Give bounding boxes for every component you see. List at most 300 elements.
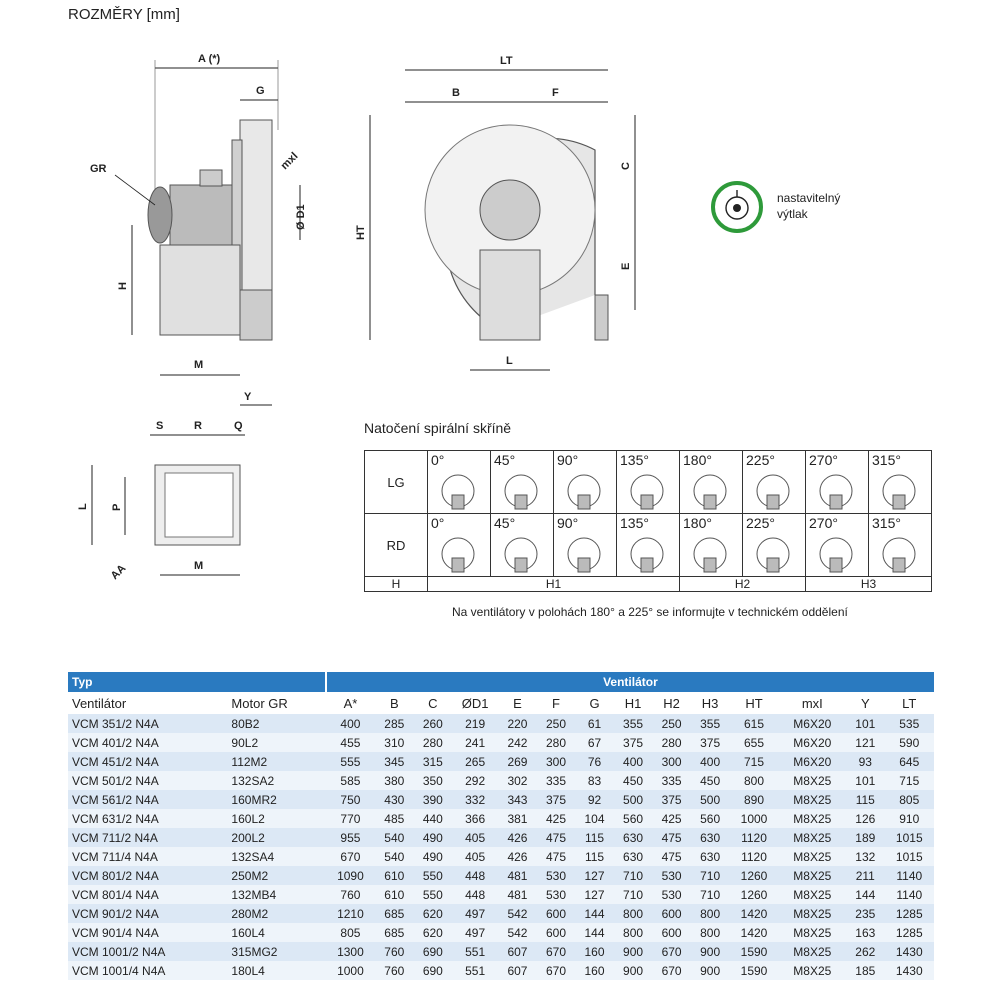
table-cell: 366 <box>452 809 498 828</box>
volute-icon <box>434 465 484 511</box>
table-cell: M8X25 <box>779 866 846 885</box>
table-cell: 530 <box>652 866 691 885</box>
column-header: G <box>589 695 600 711</box>
table-cell: 800 <box>691 904 730 923</box>
table-cell: 610 <box>375 866 414 885</box>
table-cell: 450 <box>691 771 730 790</box>
table-row <box>68 961 934 980</box>
table-cell: 900 <box>691 961 730 980</box>
table-cell: 112M2 <box>227 752 325 771</box>
rotation-lg-180: 180° <box>680 451 743 514</box>
table-cell: VCM 801/4 N4A <box>68 885 227 904</box>
table-cell: 335 <box>652 771 691 790</box>
table-cell: 800 <box>729 771 778 790</box>
table-cell: 315 <box>414 752 453 771</box>
table-cell: M8X25 <box>779 809 846 828</box>
dim-p-label: P <box>111 503 123 511</box>
rotation-lg-90: 90° <box>554 451 617 514</box>
dim-l-label: L <box>506 355 513 367</box>
table-cell: 1120 <box>729 847 778 866</box>
table-cell: 670 <box>537 961 576 980</box>
rotation-row-lg <box>365 451 932 514</box>
table-cell: 655 <box>729 733 778 752</box>
dim-lt-label: LT <box>500 55 513 67</box>
table-cell: 375 <box>537 790 576 809</box>
table-cell: 485 <box>375 809 414 828</box>
table-cell: 220 <box>498 714 537 733</box>
table-cell: 400 <box>326 714 375 733</box>
dim-y-label: Y <box>244 391 252 403</box>
rotation-lg-270: 270° <box>806 451 869 514</box>
table-cell: 630 <box>691 828 730 847</box>
table-cell: 1015 <box>885 828 934 847</box>
column-header: E <box>513 695 522 711</box>
table-cell: 685 <box>375 904 414 923</box>
column-header: HT <box>745 695 763 711</box>
rotation-rd-label: RD <box>365 514 428 577</box>
table-cell: 101 <box>846 771 885 790</box>
rotation-row-rd <box>365 514 932 577</box>
table-row <box>68 714 934 733</box>
table-cell: 1285 <box>885 904 934 923</box>
table-cell: VCM 801/2 N4A <box>68 866 227 885</box>
table-cell: VCM 451/2 N4A <box>68 752 227 771</box>
volute-icon <box>749 528 799 574</box>
rotation-rd-225: 225° <box>743 514 806 577</box>
table-cell: 242 <box>498 733 537 752</box>
table-cell: 955 <box>326 828 375 847</box>
table-cell: 132MB4 <box>227 885 325 904</box>
table-cell: M8X25 <box>779 847 846 866</box>
table-cell: 600 <box>652 923 691 942</box>
rotation-group-h2: H2 <box>680 577 806 592</box>
table-cell: 160MR2 <box>227 790 325 809</box>
table-cell: 530 <box>537 866 576 885</box>
table-cell: M6X20 <box>779 714 846 733</box>
table-cell: 1420 <box>729 923 778 942</box>
table-cell: 1015 <box>885 847 934 866</box>
table-cell: 300 <box>652 752 691 771</box>
table-cell: 160 <box>575 961 614 980</box>
table-row <box>68 885 934 904</box>
rotation-rd-315: 315° <box>869 514 932 577</box>
table-cell: 610 <box>375 885 414 904</box>
table-cell: 90L2 <box>227 733 325 752</box>
volute-icon <box>434 528 484 574</box>
table-row <box>68 923 934 942</box>
table-body <box>68 714 934 980</box>
table-cell: 890 <box>729 790 778 809</box>
table-cell: VCM 1001/4 N4A <box>68 961 227 980</box>
dim-m2-label: M <box>194 560 204 572</box>
table-cell: 80B2 <box>227 714 325 733</box>
table-cell: M8X25 <box>779 885 846 904</box>
table-cell: 144 <box>575 923 614 942</box>
table-cell: 1590 <box>729 942 778 961</box>
table-cell: VCM 401/2 N4A <box>68 733 227 752</box>
table-cell: 600 <box>652 904 691 923</box>
table-cell: 500 <box>691 790 730 809</box>
table-cell: 405 <box>452 828 498 847</box>
table-cell: VCM 561/2 N4A <box>68 790 227 809</box>
table-cell: 475 <box>652 847 691 866</box>
table-cell: 607 <box>498 961 537 980</box>
column-header: H1 <box>624 695 642 711</box>
volute-icon <box>812 465 862 511</box>
rotation-h-label: H <box>365 577 428 592</box>
table-cell: 425 <box>537 809 576 828</box>
table-cell: 500 <box>614 790 653 809</box>
dim-mxl-label: mxl <box>278 150 301 173</box>
table-cell: 690 <box>414 942 453 961</box>
dim-q-label: Q <box>234 420 243 432</box>
table-cell: 375 <box>652 790 691 809</box>
rotation-rd-270: 270° <box>806 514 869 577</box>
rotation-lg-0: 0° <box>428 451 491 514</box>
table-cell: 630 <box>614 847 653 866</box>
table-cell: VCM 901/2 N4A <box>68 904 227 923</box>
table-cell: VCM 631/2 N4A <box>68 809 227 828</box>
table-cell: 542 <box>498 923 537 942</box>
table-cell: 375 <box>614 733 653 752</box>
table-cell: 750 <box>326 790 375 809</box>
table-cell: 115 <box>575 847 614 866</box>
table-cell: 490 <box>414 828 453 847</box>
table-cell: 440 <box>414 809 453 828</box>
table-cell: 475 <box>652 828 691 847</box>
table-cell: 250 <box>537 714 576 733</box>
table-cell: 530 <box>652 885 691 904</box>
volute-icon <box>875 528 925 574</box>
table-cell: 551 <box>452 961 498 980</box>
dimensions-table <box>68 672 934 980</box>
table-cell: 550 <box>414 885 453 904</box>
table-cell: 690 <box>414 961 453 980</box>
table-cell: 497 <box>452 904 498 923</box>
table-cell: 475 <box>537 847 576 866</box>
table-cell: 1430 <box>885 961 934 980</box>
table-cell: 490 <box>414 847 453 866</box>
table-row <box>68 809 934 828</box>
dim-r-label: R <box>194 420 202 432</box>
table-cell: 670 <box>537 942 576 961</box>
table-cell: M8X25 <box>779 828 846 847</box>
rotation-lg-label: LG <box>365 451 428 514</box>
table-cell: 448 <box>452 885 498 904</box>
table-cell: 540 <box>375 828 414 847</box>
table-cell: 540 <box>375 847 414 866</box>
table-cell: 127 <box>575 866 614 885</box>
table-cell: 343 <box>498 790 537 809</box>
table-row <box>68 866 934 885</box>
table-cell: 542 <box>498 904 537 923</box>
table-cell: VCM 711/2 N4A <box>68 828 227 847</box>
table-cell: 160L2 <box>227 809 325 828</box>
table-cell: 805 <box>885 790 934 809</box>
table-cell: 551 <box>452 942 498 961</box>
table-cell: 180L4 <box>227 961 325 980</box>
dim-aa-label: AA <box>108 562 129 583</box>
table-cell: 1000 <box>729 809 778 828</box>
rotation-rd-180: 180° <box>680 514 743 577</box>
dim-g-label: G <box>256 85 265 97</box>
table-cell: 425 <box>652 809 691 828</box>
table-cell: 300 <box>537 752 576 771</box>
table-row <box>68 904 934 923</box>
table-cell: 585 <box>326 771 375 790</box>
table-cell: VCM 1001/2 N4A <box>68 942 227 961</box>
table-cell: M8X25 <box>779 904 846 923</box>
table-cell: 315MG2 <box>227 942 325 961</box>
table-cell: 1090 <box>326 866 375 885</box>
table-cell: 285 <box>375 714 414 733</box>
table-cell: 1210 <box>326 904 375 923</box>
table-cell: 805 <box>326 923 375 942</box>
table-cell: 560 <box>691 809 730 828</box>
table-column-headers <box>68 692 934 714</box>
rotation-rd-90: 90° <box>554 514 617 577</box>
table-cell: VCM 351/2 N4A <box>68 714 227 733</box>
table-row <box>68 942 934 961</box>
volute-icon <box>497 465 547 511</box>
table-cell: 332 <box>452 790 498 809</box>
rotation-rd-45: 45° <box>491 514 554 577</box>
column-header: A* <box>343 695 358 711</box>
table-cell: 189 <box>846 828 885 847</box>
table-cell: 530 <box>537 885 576 904</box>
column-header: C <box>428 695 438 711</box>
table-cell: 250 <box>652 714 691 733</box>
volute-icon <box>497 528 547 574</box>
table-cell: 426 <box>498 847 537 866</box>
table-cell: 481 <box>498 866 537 885</box>
table-cell: 760 <box>326 885 375 904</box>
table-cell: 126 <box>846 809 885 828</box>
column-header: mxI <box>801 695 823 711</box>
table-cell: 555 <box>326 752 375 771</box>
table-cell: 185 <box>846 961 885 980</box>
adjustable-line2: výtlak <box>777 207 808 221</box>
volute-icon <box>812 528 862 574</box>
rotation-group-h1: H1 <box>428 577 680 592</box>
dim-gr-label: GR <box>90 163 107 175</box>
table-cell: 630 <box>691 847 730 866</box>
rotation-lg-45: 45° <box>491 451 554 514</box>
table-cell: 115 <box>846 790 885 809</box>
column-header: F <box>552 695 560 711</box>
dim-h-label: H <box>117 282 129 290</box>
table-cell: 1420 <box>729 904 778 923</box>
table-cell: 302 <box>498 771 537 790</box>
rotation-lg-225: 225° <box>743 451 806 514</box>
column-header: Y <box>860 695 870 711</box>
table-cell: 715 <box>885 771 934 790</box>
table-cell: 430 <box>375 790 414 809</box>
rotation-rd-135: 135° <box>617 514 680 577</box>
table-cell: 426 <box>498 828 537 847</box>
table-cell: 76 <box>575 752 614 771</box>
table-cell: 455 <box>326 733 375 752</box>
rotation-table <box>364 450 932 592</box>
table-cell: 280 <box>652 733 691 752</box>
table-band-row <box>68 672 934 692</box>
table-cell: 127 <box>575 885 614 904</box>
rotation-group-h3: H3 <box>806 577 932 592</box>
volute-icon <box>560 528 610 574</box>
dim-a-label: A (*) <box>198 53 221 65</box>
table-cell: 350 <box>414 771 453 790</box>
table-cell: 475 <box>537 828 576 847</box>
table-cell: 163 <box>846 923 885 942</box>
dim-s-label: S <box>156 420 164 432</box>
rotation-lg-315: 315° <box>869 451 932 514</box>
table-cell: 405 <box>452 847 498 866</box>
table-row <box>68 752 934 771</box>
side-view-drawing <box>60 40 340 410</box>
table-cell: 1140 <box>885 866 934 885</box>
table-cell: 620 <box>414 904 453 923</box>
table-cell: 400 <box>691 752 730 771</box>
table-cell: 121 <box>846 733 885 752</box>
column-header: ØD1 <box>461 695 489 711</box>
table-cell: VCM 501/2 N4A <box>68 771 227 790</box>
dim-c-label: C <box>620 162 632 170</box>
front-view-drawing <box>350 40 660 385</box>
table-cell: 355 <box>691 714 730 733</box>
column-header: Motor GR <box>231 695 288 711</box>
table-cell: 615 <box>729 714 778 733</box>
table-cell: M8X25 <box>779 961 846 980</box>
column-header: B <box>389 695 399 711</box>
table-cell: 670 <box>652 961 691 980</box>
volute-icon <box>749 465 799 511</box>
column-header: H3 <box>701 695 719 711</box>
table-cell: 1300 <box>326 942 375 961</box>
volute-icon <box>686 528 736 574</box>
dim-e-label: E <box>620 262 632 270</box>
table-cell: 241 <box>452 733 498 752</box>
table-row <box>68 790 934 809</box>
rotation-lg-135: 135° <box>617 451 680 514</box>
table-row <box>68 847 934 866</box>
table-cell: 144 <box>846 885 885 904</box>
table-cell: 448 <box>452 866 498 885</box>
table-cell: 1260 <box>729 866 778 885</box>
table-cell: 67 <box>575 733 614 752</box>
table-cell: 670 <box>326 847 375 866</box>
table-cell: 200L2 <box>227 828 325 847</box>
table-cell: 280 <box>414 733 453 752</box>
adjustable-outlet-label <box>777 190 840 222</box>
table-cell: 600 <box>537 904 576 923</box>
table-cell: 390 <box>414 790 453 809</box>
table-cell: 620 <box>414 923 453 942</box>
table-cell: 1140 <box>885 885 934 904</box>
table-cell: 550 <box>414 866 453 885</box>
table-cell: 800 <box>691 923 730 942</box>
table-cell: VCM 901/4 N4A <box>68 923 227 942</box>
table-cell: 144 <box>575 904 614 923</box>
table-cell: 381 <box>498 809 537 828</box>
volute-icon <box>623 528 673 574</box>
table-cell: 607 <box>498 942 537 961</box>
table-cell: 115 <box>575 828 614 847</box>
dim-l2-label: L <box>77 503 89 510</box>
column-header: Ventilátor <box>72 695 127 711</box>
table-cell: 132 <box>846 847 885 866</box>
table-cell: 481 <box>498 885 537 904</box>
table-cell: 900 <box>614 961 653 980</box>
table-cell: 265 <box>452 752 498 771</box>
band-fan: Ventilátor <box>326 672 934 692</box>
table-cell: M8X25 <box>779 790 846 809</box>
table-cell: 260 <box>414 714 453 733</box>
volute-icon <box>686 465 736 511</box>
table-cell: 262 <box>846 942 885 961</box>
rotation-rd-0: 0° <box>428 514 491 577</box>
table-cell: 280M2 <box>227 904 325 923</box>
dim-ht-label: HT <box>355 225 367 240</box>
table-cell: 760 <box>375 942 414 961</box>
table-cell: 280 <box>537 733 576 752</box>
table-cell: 715 <box>729 752 778 771</box>
table-cell: 535 <box>885 714 934 733</box>
table-cell: 219 <box>452 714 498 733</box>
table-cell: 235 <box>846 904 885 923</box>
table-cell: 292 <box>452 771 498 790</box>
table-cell: 380 <box>375 771 414 790</box>
table-cell: M6X20 <box>779 733 846 752</box>
table-cell: 160L4 <box>227 923 325 942</box>
table-cell: 900 <box>614 942 653 961</box>
table-row <box>68 733 934 752</box>
table-cell: 250M2 <box>227 866 325 885</box>
table-cell: 1430 <box>885 942 934 961</box>
table-cell: 1285 <box>885 923 934 942</box>
table-row <box>68 771 934 790</box>
table-cell: 345 <box>375 752 414 771</box>
table-cell: 710 <box>691 866 730 885</box>
rotation-row-h <box>365 577 932 592</box>
table-cell: 93 <box>846 752 885 771</box>
table-cell: 310 <box>375 733 414 752</box>
table-cell: M8X25 <box>779 942 846 961</box>
adjustable-line1: nastavitelný <box>777 191 841 205</box>
table-cell: 685 <box>375 923 414 942</box>
page-title: ROZMĚRY [mm] <box>68 6 180 23</box>
table-cell: 710 <box>614 866 653 885</box>
table-cell: 770 <box>326 809 375 828</box>
table-cell: 400 <box>614 752 653 771</box>
table-cell: 645 <box>885 752 934 771</box>
table-row <box>68 828 934 847</box>
table-cell: 670 <box>652 942 691 961</box>
volute-icon <box>875 465 925 511</box>
table-cell: 83 <box>575 771 614 790</box>
table-cell: 1590 <box>729 961 778 980</box>
table-cell: 710 <box>691 885 730 904</box>
table-cell: 335 <box>537 771 576 790</box>
table-cell: 132SA4 <box>227 847 325 866</box>
table-cell: 375 <box>691 733 730 752</box>
table-cell: VCM 711/4 N4A <box>68 847 227 866</box>
table-cell: 630 <box>614 828 653 847</box>
rotation-caption: Natočení spirální skříně <box>364 420 512 436</box>
table-cell: 560 <box>614 809 653 828</box>
table-cell: 1260 <box>729 885 778 904</box>
table-cell: 497 <box>452 923 498 942</box>
table-cell: 760 <box>375 961 414 980</box>
